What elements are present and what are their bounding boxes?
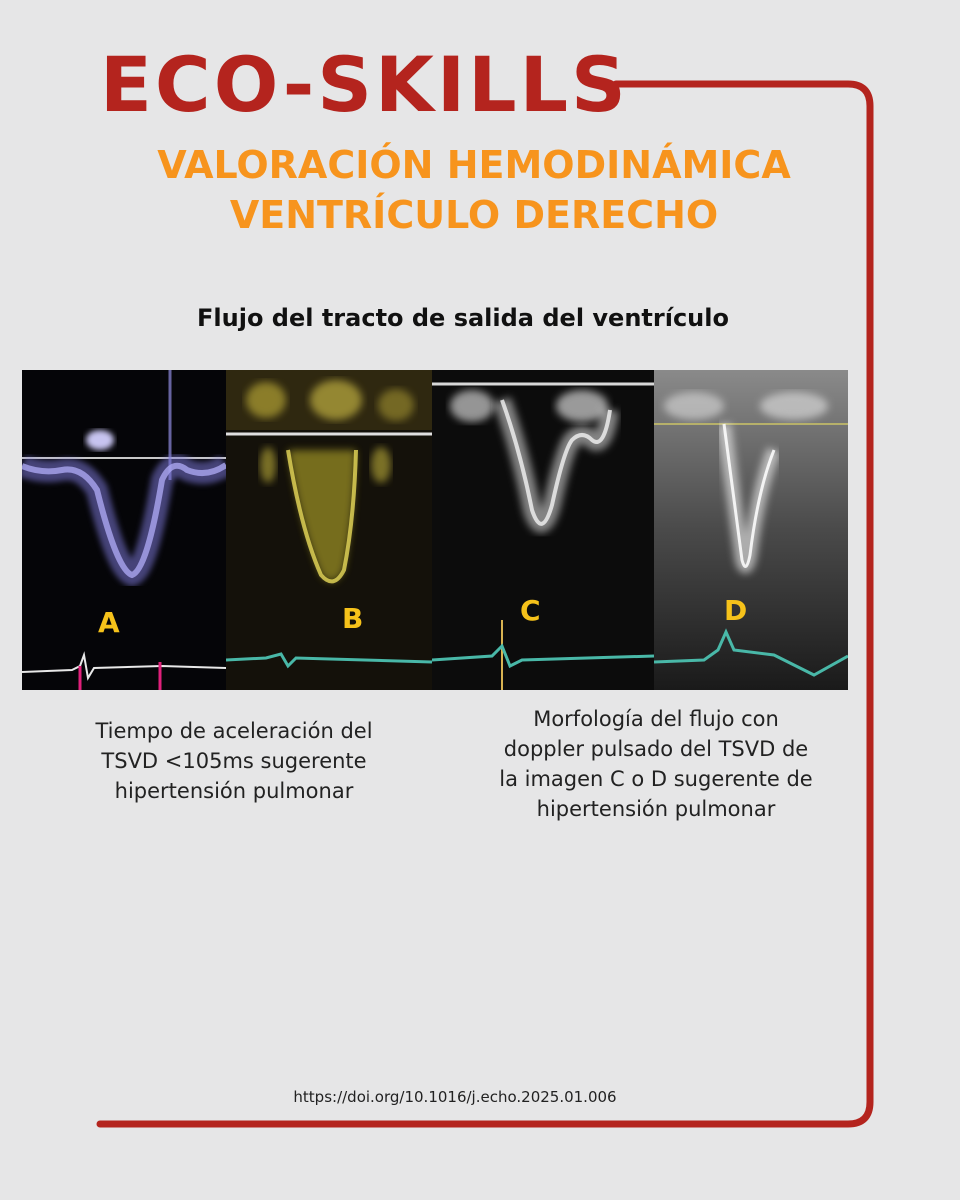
doi-reference-link[interactable]: https://doi.org/10.1016/j.echo.2025.01.006	[293, 1088, 617, 1106]
brand-title: ECO-SKILLS	[100, 40, 629, 129]
subtitle-line-1: VALORACIÓN HEMODINÁMICA	[157, 143, 791, 187]
panel-label-a: A	[98, 606, 120, 639]
doppler-panel-d	[654, 370, 848, 690]
doppler-image-strip	[22, 370, 848, 690]
doppler-trace-a	[22, 370, 226, 690]
caption-left-line: TSVD <105ms sugerente	[101, 749, 367, 773]
doppler-panel-a	[22, 370, 226, 690]
page-subtitle	[0, 140, 948, 240]
section-title: Flujo del tracto de salida del ventrículo	[197, 304, 729, 332]
panel-label-d: D	[724, 594, 748, 627]
caption-right-line: la imagen C o D sugerente de	[499, 767, 813, 791]
caption-flow-morphology	[470, 704, 842, 824]
doppler-panel-b	[226, 370, 432, 690]
caption-left-line: hipertensión pulmonar	[114, 779, 354, 803]
doppler-trace-b	[226, 370, 432, 690]
doppler-trace-c	[432, 370, 654, 690]
doppler-trace-d	[654, 370, 848, 690]
caption-right-line: Morfología del flujo con	[533, 707, 779, 731]
caption-left-line: Tiempo de aceleración del	[95, 719, 373, 743]
caption-right-line: doppler pulsado del TSVD de	[503, 737, 809, 761]
doppler-panel-c	[432, 370, 654, 690]
panel-label-b: B	[342, 602, 364, 635]
subtitle-line-2: VENTRÍCULO DERECHO	[229, 193, 719, 237]
caption-acceleration-time	[54, 716, 414, 806]
panel-label-c: C	[520, 594, 541, 627]
caption-right-line: hipertensión pulmonar	[536, 797, 776, 821]
